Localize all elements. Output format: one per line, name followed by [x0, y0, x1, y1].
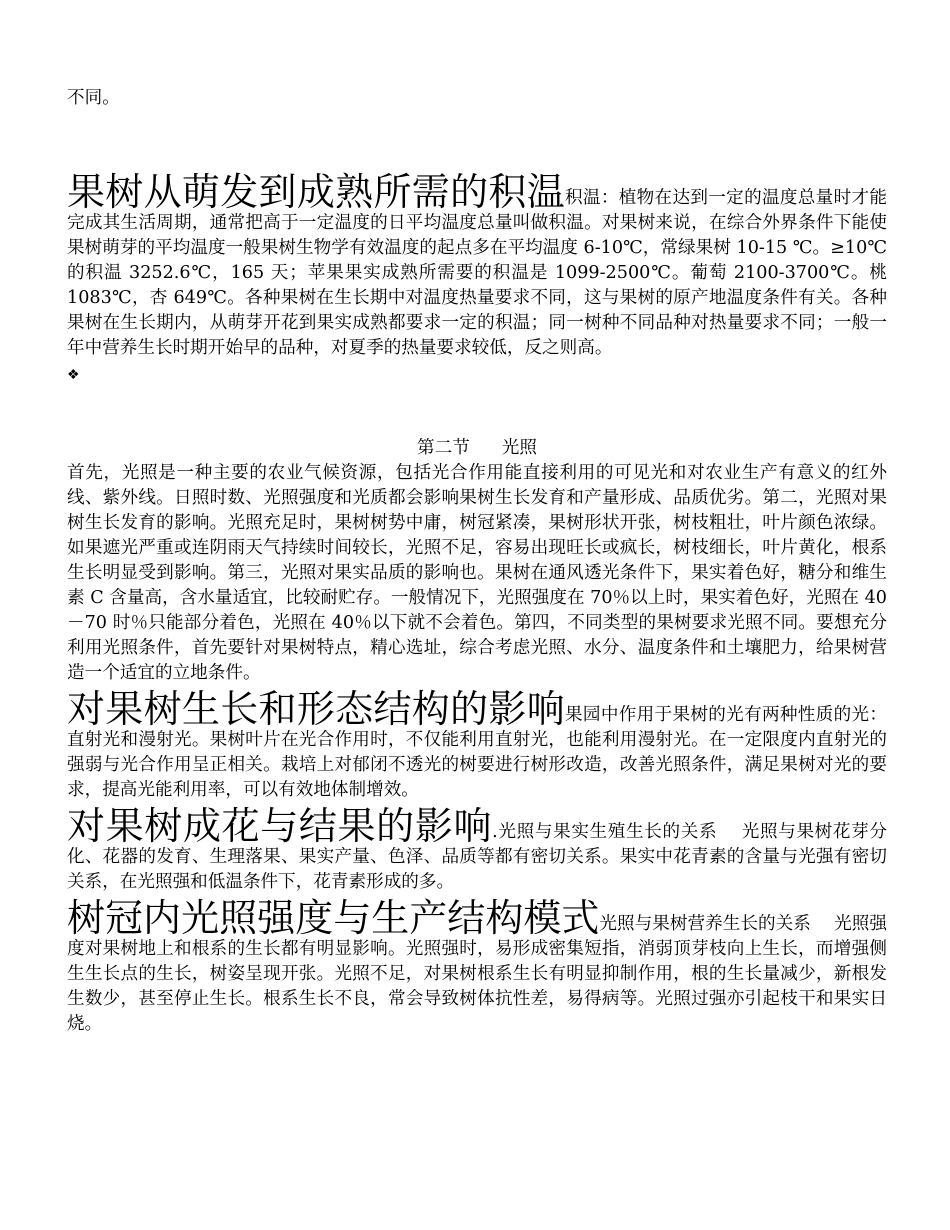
intro-text: 不同。: [67, 88, 120, 108]
heading-accumulated-temperature: 果树从萌发到成熟所需的积温: [67, 170, 566, 214]
section-number: 第二节: [417, 438, 470, 458]
section-flowering-fruiting: [67, 804, 887, 895]
bullet-icon: ❖: [67, 367, 80, 383]
heading-flowering-fruiting: 对果树成花与结果的影响: [67, 804, 493, 848]
section-name: 光照: [501, 438, 537, 458]
heading-growth-morphology: 对果树生长和形态结构的影响: [67, 687, 566, 731]
body-canopy-light: 光照与果树营养生长的关系 光照强度对果树地上和根系的生长都有明显影响。光照强时，易形成密集短指，消弱顶芽枝向上生长，而增强侧生生长点的生长，树姿呈现开张。光照不足，对果树根系生长有明显抑制作用，根的生长量减少，新根发生数少，甚至停止生长。根系生长不良，常会导致树体抗性差，易得病等。光照过强亦引起枝干和果实日烧。: [67, 914, 887, 1034]
paragraph-light-intro: 首先，光照是一种主要的农业气候资源，包括光合作用能直接利用的可见光和对农业生产有意义的红外线、紫外线。日照时数、光照强度和光质都会影响果树生长发育和产量形成、品质优劣。第二，光照对果树生长发育的影响。光照充足时，果树树势中庸，树冠紧凑，果树形状开张，树枝粗壮，叶片颜色浓绿。如果遮光严重或连阴雨天气持续时间较长，光照不足，容易出现旺长或疯长，树枝细长，叶片黄化，根系生长明显受到影响。第三，光照对果实品质的影响也。果树在通风透光条件下，果实着色好，糖分和维生素 C 含量高，含水量适宜，比较耐贮存。一般情况下，光照强度在 70％以上时，果实着色好，光照在 40－70 时％只能部分着色，光照在 40％以下就不会着色。第四，不同类型的果树要求光照不同。要想充分利用光照条件，首先要针对果树特点，精心选址，综合考虑光照、水分、温度条件和土壤肥力，给果树营造一个适宜的立地条件。: [67, 463, 887, 683]
section-canopy-light: [67, 896, 887, 1037]
body-accumulated-temperature: 积温：植物在达到一定的温度总量时才能完成其生活周期，通常把高于一定温度的日平均温度总量叫做积温。对果树来说，在综合外界条件下能使果树萌芽的平均温度一般果树生物学有效温度的起点多在平均温度 6-10℃，常绿果树 10-15 ℃。≥10℃的积温 3252.6℃，165 天；苹果果实成熟所需要的积温是 1099-2500℃。葡萄 2100-3700℃。桃 1083℃，杏 649℃。各种果树在生长期中对温度热量要求不同，这与果树的原产地温度条件有关。各种果树在生长期内，从萌芽开花到果实成熟都要求一定的积温；同一树种不同品种对热量要求不同；一般一年中营养生长时期开始早的品种，对夏季的热量要求较低，反之则高。: [67, 188, 887, 358]
section-growth-morphology: [67, 687, 887, 803]
section-accumulated-temperature: [67, 170, 887, 361]
heading-canopy-light: 树冠内光照强度与生产结构模式: [67, 896, 600, 940]
section-title: [67, 436, 887, 461]
body-growth-morphology: 果园中作用于果树的光有两种性质的光：直射光和漫射光。果树叶片在光合作用时，不仅能利用直射光，也能利用漫射光。在一定限度内直射光的强弱与光合作用呈正相关。栽培上对郁闭不透光的树要进行树形改造，改善光照条件，满足果树对光的要求，提高光能利用率，可以有效地体制增效。: [67, 705, 887, 800]
document-page: [67, 86, 887, 1037]
body-flowering-fruiting: .光照与果实生殖生长的关系 光照与果树花芽分化、花器的发育、生理落果、果实产量、色泽、品质等都有密切关系。果实中花青素的含量与光强有密切关系，在光照强和低温条件下，花青素形成的多。: [67, 822, 887, 892]
